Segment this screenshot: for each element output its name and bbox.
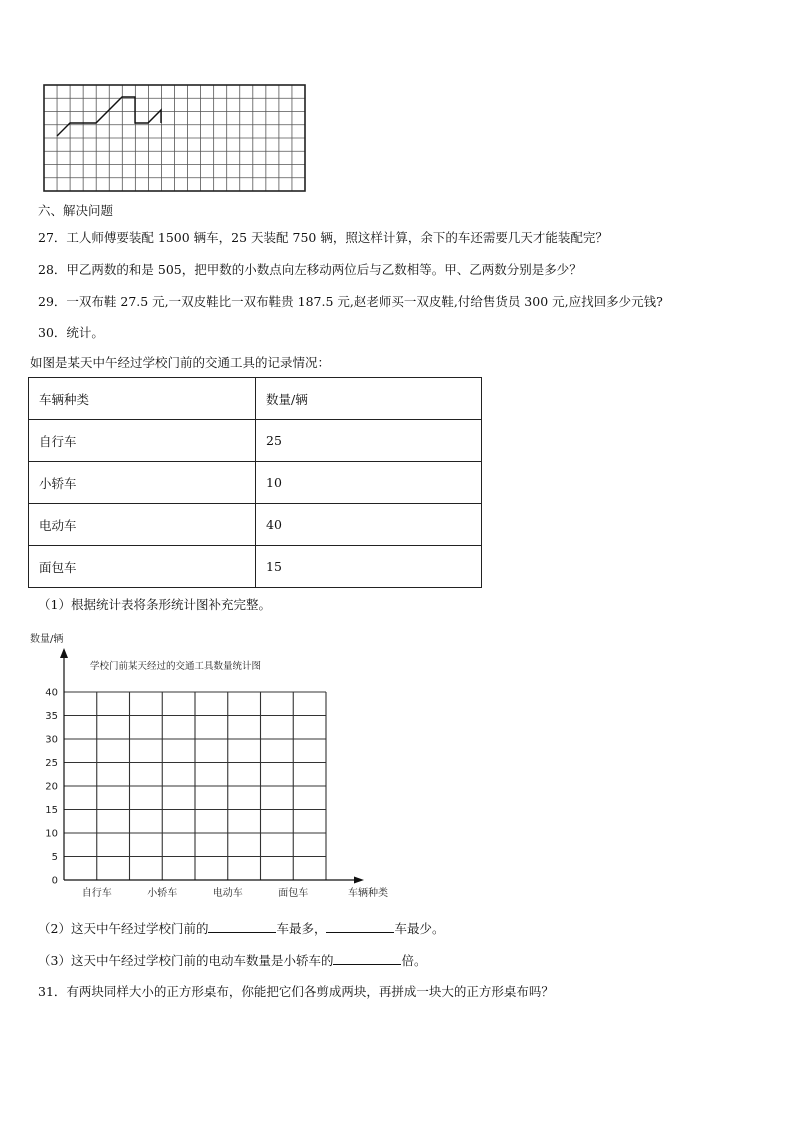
x-category-label: 面包车 [278, 888, 309, 899]
question-29: 29．一双布鞋 27.5 元,一双皮鞋比一双布鞋贵 187.5 元,赵老师买一双皮鞋,付给售货员 300 元,应找回多少元钱? [38, 294, 663, 309]
y-tick-label: 15 [45, 805, 58, 816]
y-axis-arrow [60, 648, 68, 658]
grid-lines [44, 85, 305, 191]
table-row [29, 504, 482, 546]
answer-blank-most[interactable] [208, 920, 276, 933]
table-header-cell: 车辆种类 [29, 378, 256, 420]
answer-blank-ratio[interactable] [333, 952, 401, 965]
answer-blank-least[interactable] [326, 920, 394, 933]
question-30: 30．统计。 [38, 325, 104, 340]
y-tick-label: 35 [45, 711, 58, 722]
table-cell: 面包车 [29, 546, 256, 588]
table-cell: 15 [256, 546, 482, 588]
q30-sub3-after: 倍。 [401, 953, 427, 968]
table-row [29, 420, 482, 462]
q30-sub3 [38, 952, 426, 969]
question-27: 27．工人师傅要装配 1500 辆车，25 天装配 750 辆，照这样计算，余下的车还需要几天才能装配完？ [38, 230, 608, 245]
table-header-cell: 数量/辆 [256, 378, 482, 420]
table-cell: 25 [256, 420, 482, 462]
chart-title: 学校门前某天经过的交通工具数量统计图 [90, 661, 262, 672]
y-tick-label: 5 [51, 852, 58, 863]
x-category-label: 自行车 [81, 888, 112, 899]
y-tick-label: 20 [45, 781, 58, 793]
y-tick-label: 10 [45, 828, 58, 840]
y-tick-label: 25 [45, 758, 58, 769]
table-cell: 小轿车 [29, 462, 256, 504]
bar-chart [28, 628, 408, 904]
question-31: 31．有两块同样大小的正方形桌布，你能把它们各剪成两块，再拼成一块大的正方形桌布吗？ [38, 984, 554, 999]
y-axis-label: 数量/辆 [30, 634, 64, 645]
grid-figure [40, 82, 308, 194]
q30-sub1: （1）根据统计表将条形统计图补充完整。 [38, 597, 271, 612]
chart-labels [30, 632, 388, 899]
table-cell: 10 [256, 462, 482, 504]
chart-grid [64, 692, 326, 880]
table-header-row [29, 378, 482, 420]
y-tick-label: 0 [51, 875, 58, 887]
table-cell: 40 [256, 504, 482, 546]
x-axis-label: 车辆种类 [348, 888, 388, 899]
table-cell: 电动车 [29, 504, 256, 546]
q30-sub2-before: （2）这天中午经过学校门前的 [38, 921, 209, 936]
chart-axes [60, 648, 364, 884]
q30-sub2 [38, 920, 445, 937]
x-category-label: 电动车 [212, 888, 243, 899]
x-category-label: 小轿车 [147, 888, 178, 899]
q30-sub3-before: （3）这天中午经过学校门前的电动车数量是小轿车的 [38, 953, 334, 968]
q30-sub2-middle: 车最多， [276, 921, 327, 936]
table-cell: 自行车 [29, 420, 256, 462]
table-row [29, 462, 482, 504]
q30-intro: 如图是某天中午经过学校门前的交通工具的记录情况： [30, 355, 331, 370]
y-tick-label: 30 [45, 734, 58, 746]
stats-table [28, 377, 482, 588]
x-axis-arrow [354, 877, 364, 884]
question-28: 28．甲乙两数的和是 505，把甲数的小数点向左移动两位后与乙数相等。甲、乙两数分别是多少？ [38, 262, 582, 277]
q30-sub2-after: 车最少。 [394, 921, 445, 936]
table-row [29, 546, 482, 588]
section-heading: 六、解决问题 [38, 203, 114, 218]
y-tick-label: 40 [45, 687, 58, 699]
